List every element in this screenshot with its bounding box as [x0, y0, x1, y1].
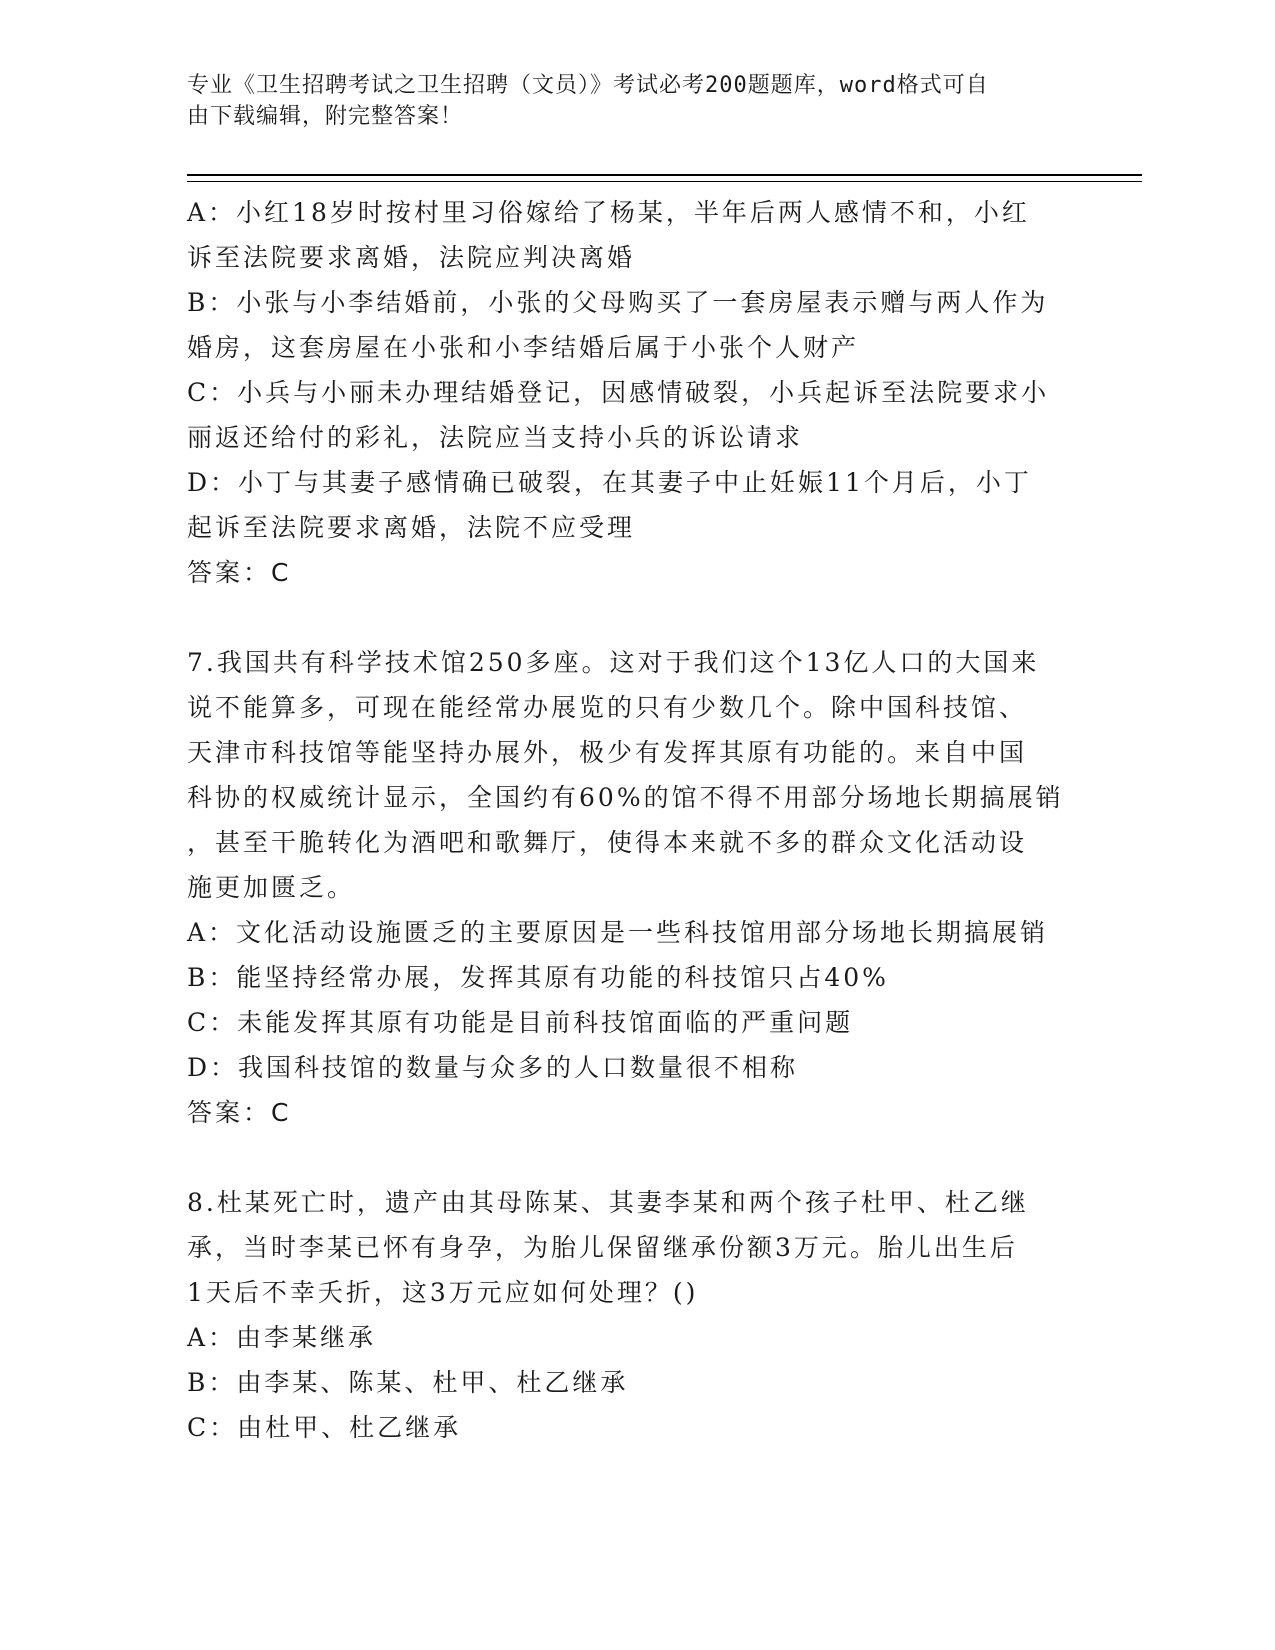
option-a: A：文化活动设施匮乏的主要原因是一些科技馆用部分场地长期搞展销 — [187, 918, 1049, 947]
option-c: C：由杜甲、杜乙继承 — [187, 1413, 462, 1442]
stem-line-2: 说不能算多，可现在能经常办展览的只有少数几个。除中国科技馆、 — [187, 693, 1028, 722]
option-c-line-1: C：小兵与小丽未办理结婚登记，因感情破裂，小兵起诉至法院要求小 — [187, 378, 1050, 407]
header-line-1: 专业《卫生招聘考试之卫生招聘（文员）》考试必考200题题库，word格式可自 — [187, 73, 989, 98]
answer-7: 答案：C — [187, 1098, 292, 1127]
stem-line-1: 7.我国共有科学技术馆250多座。这对于我们这个13亿人口的大国来 — [187, 648, 1040, 677]
question-6 — [187, 190, 1087, 595]
header-line-2: 由下载编辑，附完整答案！ — [187, 104, 464, 129]
stem-line-6: 施更加匮乏。 — [187, 873, 356, 902]
spacer — [187, 595, 1087, 640]
stem-line-5: ，甚至干脆转化为酒吧和歌舞厅，使得本来就不多的群众文化活动设 — [187, 828, 1028, 857]
spacer — [187, 1135, 1087, 1180]
option-d-line-2: 起诉至法院要求离婚，法院不应受理 — [187, 513, 636, 542]
stem-line-3: 天津市科技馆等能坚持办展外，极少有发挥其原有功能的。来自中国 — [187, 738, 1028, 767]
option-d-line-1: D：小丁与其妻子感情确已破裂，在其妻子中止妊娠11个月后，小丁 — [187, 468, 1032, 497]
option-c: C：未能发挥其原有功能是目前科技馆面临的严重问题 — [187, 1008, 854, 1037]
option-a: A：由李某继承 — [187, 1323, 377, 1352]
option-b-line-1: B：小张与小李结婚前，小张的父母购买了一套房屋表示赠与两人作为 — [187, 288, 1049, 317]
option-d: D：我国科技馆的数量与众多的人口数量很不相称 — [187, 1053, 799, 1082]
option-a-line-1: A：小红18岁时按村里习俗嫁给了杨某，半年后两人感情不和，小红 — [187, 198, 1030, 227]
stem-line-4: 科协的权威统计显示，全国约有60%的馆不得不用部分场地长期搞展销 — [187, 783, 1064, 812]
option-c-line-2: 丽返还给付的彩礼，法院应当支持小兵的诉讼请求 — [187, 423, 804, 452]
option-b-line-2: 婚房，这套房屋在小张和小李结婚后属于小张个人财产 — [187, 333, 860, 362]
stem-line-3: 1天后不幸夭折，这3万元应如何处理？() — [187, 1278, 699, 1307]
document-header — [187, 70, 1067, 132]
question-content — [187, 190, 1087, 1450]
answer-6: 答案：C — [187, 558, 292, 587]
stem-line-1: 8.杜某死亡时，遗产由其母陈某、其妻李某和两个孩子杜甲、杜乙继 — [187, 1188, 1029, 1217]
header-rule-thin — [187, 181, 1142, 182]
header-rule-thick — [187, 174, 1142, 176]
option-b: B：由李某、陈某、杜甲、杜乙继承 — [187, 1368, 629, 1397]
option-b: B：能坚持经常办展，发挥其原有功能的科技馆只占40% — [187, 963, 889, 992]
question-8 — [187, 1180, 1087, 1450]
question-7 — [187, 640, 1087, 1135]
stem-line-2: 承，当时李某已怀有身孕，为胎儿保留继承份额3万元。胎儿出生后 — [187, 1233, 1018, 1262]
option-a-line-2: 诉至法院要求离婚，法院应判决离婚 — [187, 243, 636, 272]
